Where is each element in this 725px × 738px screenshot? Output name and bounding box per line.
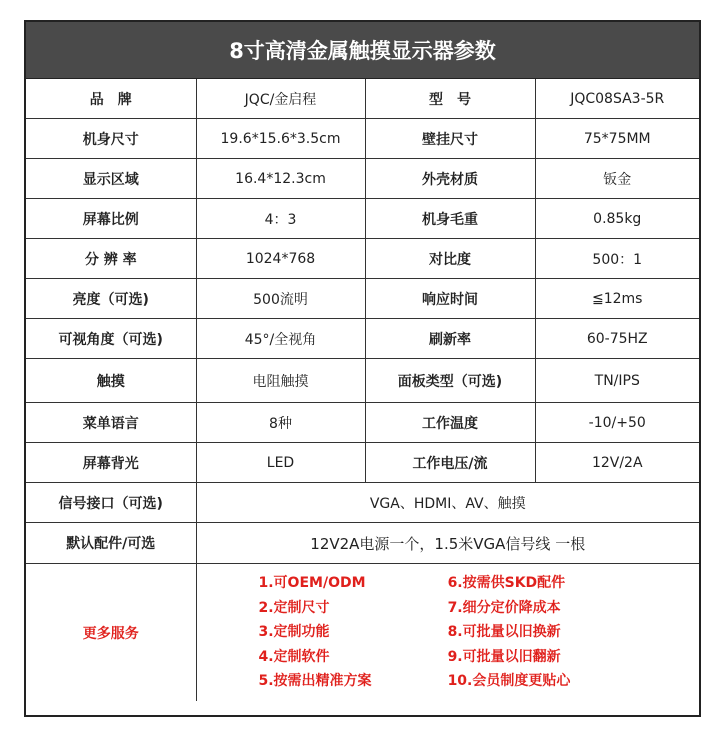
spec-key: 壁挂尺寸 <box>365 119 535 159</box>
service-item: 9.可批量以旧翻新 <box>447 648 561 665</box>
spec-value: -10/+50 <box>535 403 699 443</box>
spec-value: 0.85kg <box>535 199 699 239</box>
accessories-key: 默认配件/可选 <box>26 523 196 564</box>
spec-key: 屏幕比例 <box>26 199 196 239</box>
service-item: 4.定制软件 <box>258 648 330 665</box>
spec-key: 可视角度（可选) <box>26 319 196 359</box>
accessories-value: 12V2A电源一个，1.5米VGA信号线 一根 <box>196 523 699 564</box>
spec-key: 菜单语言 <box>26 403 196 443</box>
spec-key: 亮度（可选) <box>26 279 196 319</box>
spec-row <box>26 443 699 483</box>
signal-key: 信号接口（可选) <box>26 483 196 523</box>
service-item: 6.按需供SKD配件 <box>447 575 566 592</box>
spec-key: 工作温度 <box>365 403 535 443</box>
spec-row <box>26 159 699 199</box>
spec-value: 12V/2A <box>535 443 699 483</box>
spec-value: JQC08SA3-5R <box>535 79 699 119</box>
spec-key: 分 辨 率 <box>26 239 196 279</box>
spec-key: 显示区域 <box>26 159 196 199</box>
service-item: 3.定制功能 <box>258 624 330 641</box>
signal-row <box>26 483 699 523</box>
spec-value: 钣金 <box>535 159 699 199</box>
spec-value: 500流明 <box>196 279 365 319</box>
spec-row <box>26 279 699 319</box>
spec-key: 触摸 <box>26 359 196 403</box>
page-title: 8寸高清金属触摸显示器参数 <box>26 22 699 79</box>
spec-value: 16.4*12.3cm <box>196 159 365 199</box>
spec-row <box>26 119 699 159</box>
spec-key: 屏幕背光 <box>26 443 196 483</box>
services-row <box>26 564 699 702</box>
spec-value: 4：3 <box>196 199 365 239</box>
spec-row <box>26 199 699 239</box>
spec-table <box>26 79 699 701</box>
spec-value: ≦12ms <box>535 279 699 319</box>
service-item: 7.细分定价降成本 <box>447 599 561 616</box>
spec-value: JQC/金启程 <box>196 79 365 119</box>
signal-value: VGA、HDMI、AV、触摸 <box>196 483 699 523</box>
services-column-right <box>448 571 571 694</box>
spec-value: 500：1 <box>535 239 699 279</box>
spec-key: 品 牌 <box>26 79 196 119</box>
spec-key: 工作电压/流 <box>365 443 535 483</box>
service-item: 1.可OEM/ODM <box>258 575 366 592</box>
spec-key: 对比度 <box>365 239 535 279</box>
spec-value: 电阻触摸 <box>196 359 365 403</box>
spec-value: 1024*768 <box>196 239 365 279</box>
service-item: 2.定制尺寸 <box>258 599 330 616</box>
spec-row <box>26 319 699 359</box>
spec-row <box>26 239 699 279</box>
spec-row <box>26 359 699 403</box>
spec-sheet <box>24 20 701 717</box>
spec-key: 响应时间 <box>365 279 535 319</box>
services-list <box>196 564 699 702</box>
spec-key: 机身毛重 <box>365 199 535 239</box>
service-item: 10.会员制度更贴心 <box>447 673 571 690</box>
services-column-left <box>259 571 372 694</box>
spec-key: 机身尺寸 <box>26 119 196 159</box>
spec-value: 75*75MM <box>535 119 699 159</box>
accessories-row <box>26 523 699 564</box>
spec-key: 面板类型（可选) <box>365 359 535 403</box>
spec-value: TN/IPS <box>535 359 699 403</box>
spec-row <box>26 79 699 119</box>
spec-value: 8种 <box>196 403 365 443</box>
spec-value: 45°/全视角 <box>196 319 365 359</box>
spec-key: 外壳材质 <box>365 159 535 199</box>
spec-row <box>26 403 699 443</box>
spec-value: LED <box>196 443 365 483</box>
spec-key: 型 号 <box>365 79 535 119</box>
spec-value: 19.6*15.6*3.5cm <box>196 119 365 159</box>
spec-value: 60-75HZ <box>535 319 699 359</box>
services-key: 更多服务 <box>26 564 196 702</box>
spec-key: 刷新率 <box>365 319 535 359</box>
service-item: 5.按需出精准方案 <box>258 673 372 690</box>
service-item: 8.可批量以旧换新 <box>447 624 561 641</box>
